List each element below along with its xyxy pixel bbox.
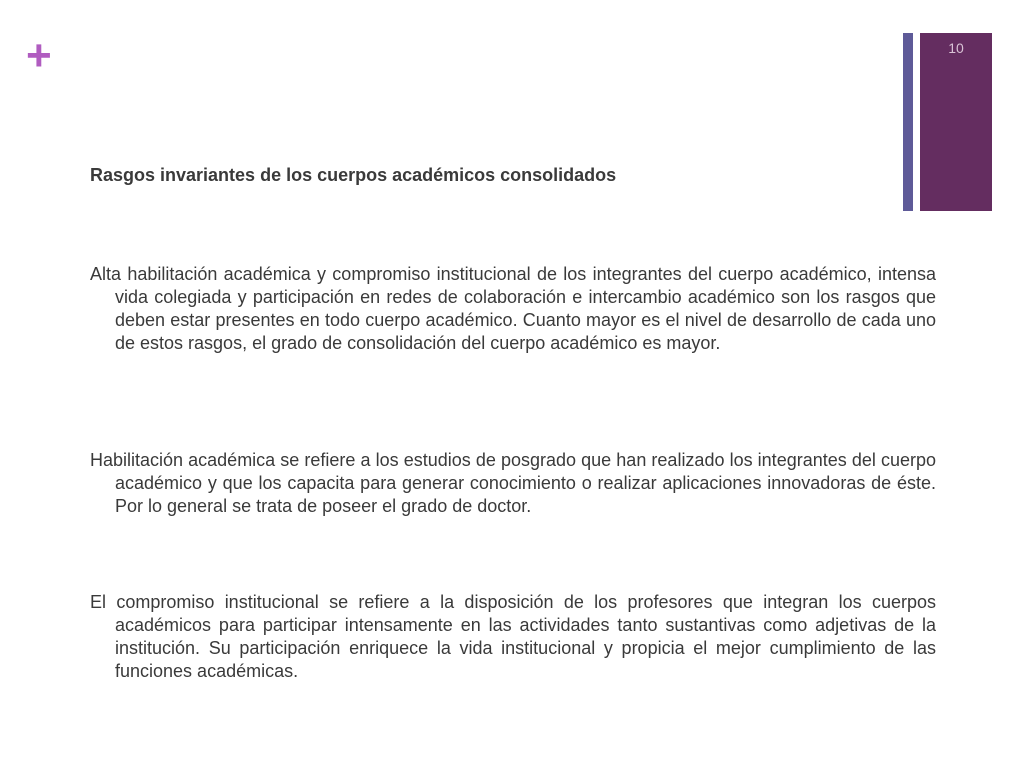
accent-bar-thin (903, 33, 913, 211)
slide-number: 10 (948, 40, 964, 56)
body-paragraph-3: El compromiso institucional se refiere a la disposición de los profesores que integran los cuerpos académicos para participar intensamente en las actividades tanto sustantivas como adjetivas de la institución. Su participación enriquece la vida institucional y propicia el mejor cumplimiento de las funciones académicas. (90, 592, 936, 681)
plus-icon: + (26, 31, 52, 80)
body-paragraph-2: Habilitación académica se refiere a los estudios de posgrado que han realizado los integrantes del cuerpo académico y que los capacita para generar conocimiento o realizar aplicaciones innovadoras de éste. Por lo general se trata de poseer el grado de doctor. (90, 450, 936, 516)
body-paragraph-1: Alta habilitación académica y compromiso institucional de los integrantes del cuerpo académico, intensa vida colegiada y participación en redes de colaboración e intercambio académico son los rasgos que deben estar presentes en todo cuerpo académico. Cuanto mayor es el nivel de desarrollo de cada uno de estos rasgos, el grado de consolidación del cuerpo académico es mayor. (90, 264, 936, 353)
accent-block (920, 33, 992, 211)
slide-title: Rasgos invariantes de los cuerpos académicos consolidados (90, 165, 617, 185)
